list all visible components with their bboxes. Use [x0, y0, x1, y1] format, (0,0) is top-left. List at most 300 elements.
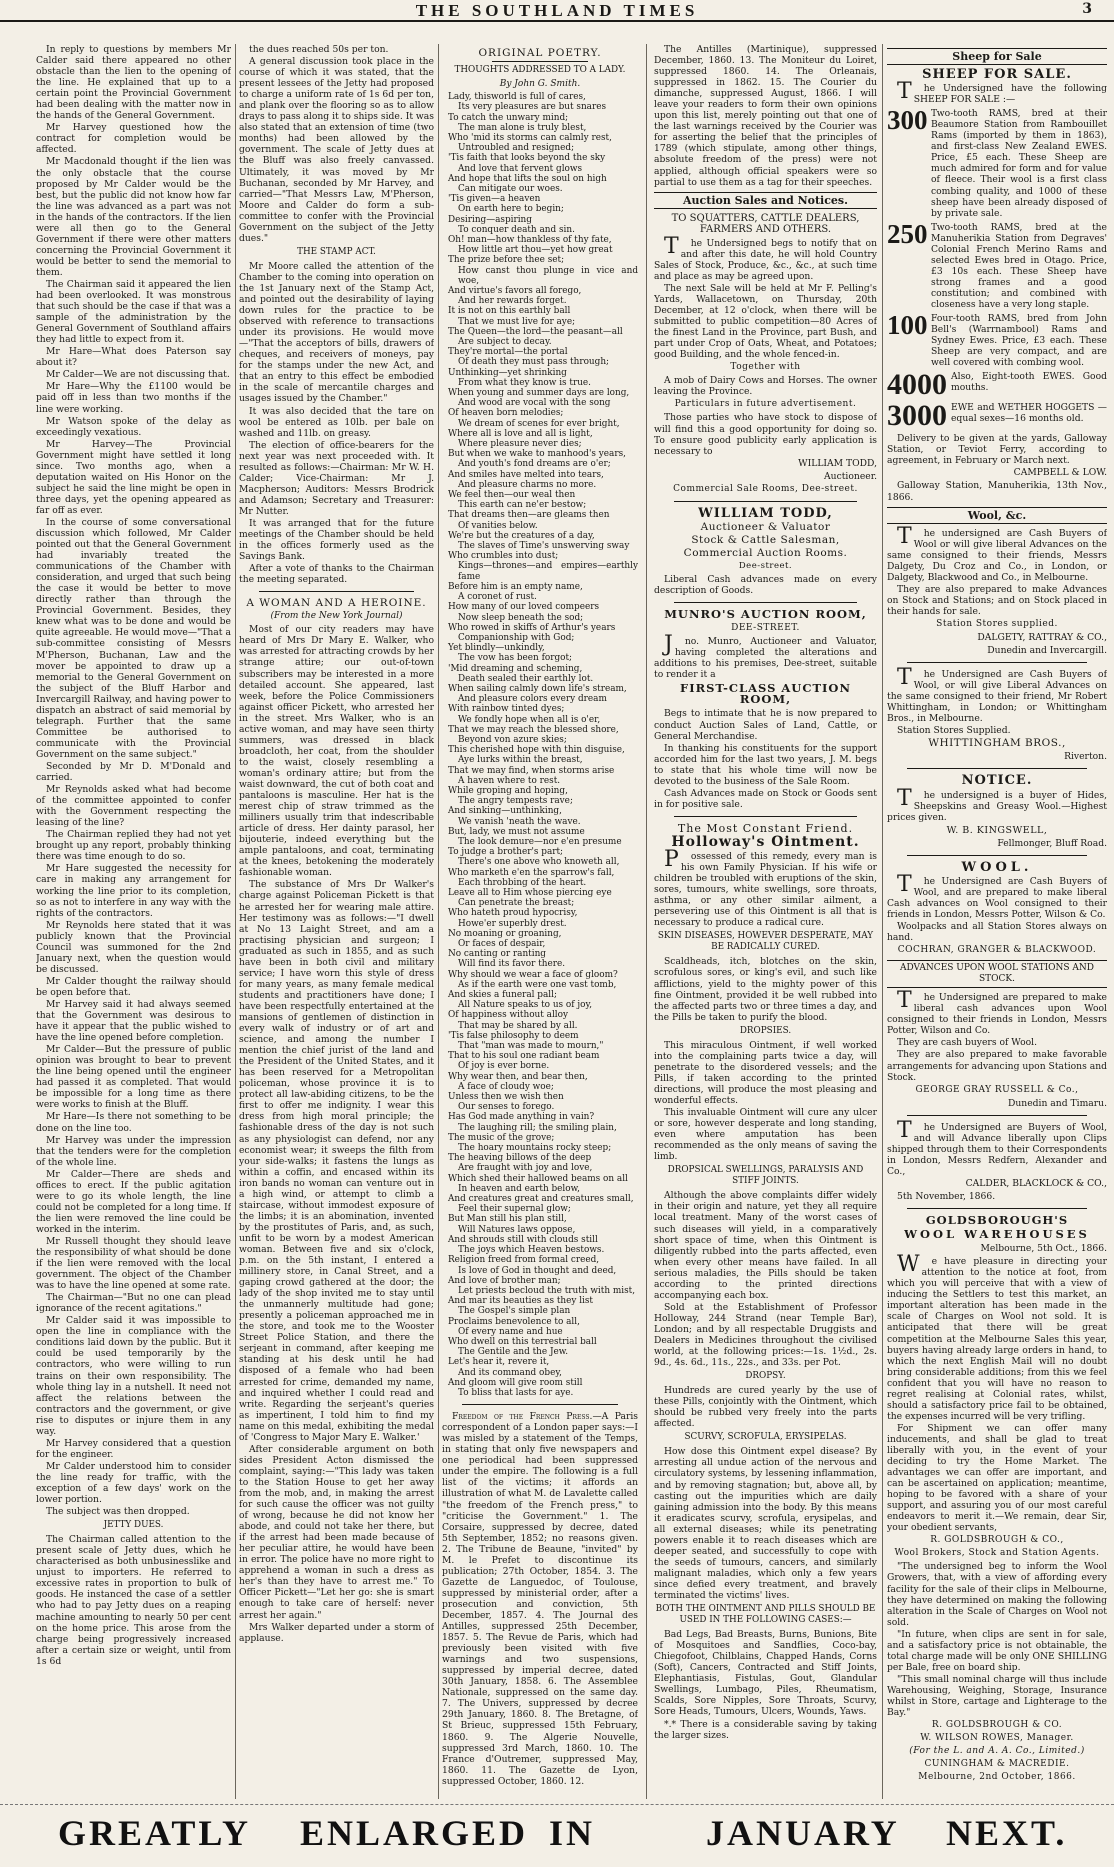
divider — [907, 1208, 1087, 1209]
footer-word: JANUARY — [706, 1813, 900, 1853]
poem-line: And skies a funeral pall; — [448, 990, 557, 1001]
poem-line: Lady, thisworld is full of cares, — [448, 92, 586, 103]
paragraph: Scaldheads, itch, blotches on the skin, scrofulous sores, or king's evil, and such like afflictions, yield to the mighty power of this fine Ointment, provided it be well rubbed into the affected parts two or three times a day, and the Pills be taken to purify the blood. — [654, 956, 877, 1023]
paragraph: Begs to intimate that he is now prepared to conduct Auction Sales of Land, Cattle, or General Merchandise. — [654, 708, 877, 742]
poem-line: This cherished hope with thin disguise, — [448, 745, 625, 756]
divider — [907, 855, 1087, 856]
article-source: (From the New York Journal) — [270, 611, 403, 622]
poem-line: Its very pleasures are but snares — [458, 102, 606, 113]
lot-quantity: 4000 — [887, 368, 947, 402]
paragraph: Bad Legs, Bad Breasts, Burns, Bunions, Bite of Mosquitoes and Sandflies, Coco-bay, Chiegofoot, Chilblains, Chapped Hands, Corns (Soft), Cancers, Contracted and Stiff Joints, Elephantiasis, Fistulas, Gout, Glandular Swellings, Lumbago, Piles, Rheumatism, Scalds, Sore Nipples, Sore Throats, Scurvy, Sore Heads, Tumours, Ulcers, Wounds, Yaws. — [654, 1629, 877, 1718]
paragraph: Mr Harvey considered that a question for the engineer. — [36, 1437, 231, 1460]
address: Fellmonger, Bluff Road. — [997, 837, 1107, 849]
poem-line: Or faces of despair, — [458, 939, 546, 949]
poem-line: 'Mid dreaming and scheming, — [448, 663, 583, 674]
signature: WILLIAM TODD, — [798, 457, 877, 469]
sheep-lot — [887, 105, 1107, 219]
poem-line: That we may find, when storms arise — [448, 765, 615, 776]
paragraph: Most of our city readers may have heard of Mrs Dr Mary E. Walker, who was arrested for attracting crowds by her strange attire; our out-of-town subscribers may be interested in a more detailed account. She appeared, last week, before the Police Commissioners against officer Pickett, who arrested her in the street. Mrs Walker, who is an active woman, and may have seen thirty summers, was dressed in black broadcloth, her coat, from the shoulder to the waist, closely resembling a woman's ordinary attire; but from the waist downward, the cut of both coat and pantaloons is masculine. Her hat is the merest chip of straw trimmed as the milliners usually trim that indescribable article of dress. Her dainty parasol, her bijouterie, indeed everything but the ample pantaloons, and coat, terminating at the knees, betokening the moderately fashionable woman. — [239, 624, 434, 879]
poem-line: That may be shared by all. — [458, 1020, 578, 1031]
paragraph: "In future, when clips are sent in for sale, and a satisfactory price is not obtainable, the total charge made will be only ONE SHILLING per Bale, free on board ship. — [887, 1628, 1107, 1673]
squatters-heading: TO SQUATTERS, CATTLE DEALERS, FARMERS AND OTHERS. — [671, 212, 860, 235]
poem-line: And creatures great and creatures small, — [448, 1194, 634, 1205]
advert-title: WOOL WAREHOUSES — [904, 1227, 1090, 1242]
poem-line: That to his soul one radiant beam — [448, 1051, 600, 1062]
divider — [907, 1115, 1087, 1116]
auction-sales-banner: Auction Sales and Notices. — [654, 192, 877, 209]
poem-line: The hoary mountains rocky steep; — [458, 1143, 612, 1154]
sheep-lot — [887, 399, 1107, 433]
poem-line: We're but the creatures of a day, — [448, 530, 595, 541]
paragraph: Mr Calder said it was impossible to open the line in compliance with the conditions laid down by the public. But it could be used temporarily by the contractors, who were willing to run trains on their own responsibility. The whole thing lay in a nutshell. It need not affect the relations between the contractors and the government, or give rise to disputes or injure them in any way. — [36, 1315, 231, 1437]
poem-line: Kings—thrones—and empires—earthly fame — [458, 561, 638, 582]
poem-line: The Gentile and the Jew. — [458, 1347, 569, 1358]
poem-line: Where all is love and all is light, — [448, 428, 593, 439]
signature-title: Wool Brokers, Stock and Station Agents. — [894, 1548, 1100, 1559]
poem-line: Unless then we wish then — [448, 1092, 564, 1103]
subhead: DROPSICAL SWELLINGS, PARALYSIS AND STIFF JOINTS. — [667, 1165, 864, 1187]
paragraph: Possessed of this remedy, every man is his own Family Physician. If his wife or children be troubled with eruptions of the skin, sores, tumours, white swellings, sore throats, asthma, or any other similar ailment, a persevering use of this Ointment is all that is necessary to produce a radical cure. — [654, 847, 877, 929]
subhead: DROPSY. — [745, 1371, 786, 1382]
paragraph: How dose this Ointment expel disease? By arresting all undue action of the nervous and circulatory systems, by lessening inflammation, and by removing stagnation; but, above all, by casting out the impurities which are daily gaining admission into the body. By this means it eradicates scurvy, scrofula, erysipelas, and all external diseases; while its penetrating powers enable it to reach diseases which are deeper seated, and successfully to cope with the seeds of tumours, cancers, and similarly malignant maladies, which only a few years since defied every treatment, and bravely terminated the victims' lives. — [654, 1446, 877, 1601]
paragraph: The undersigned is a buyer of Hides, Sheepskins and Greasy Wool.—Highest prices given. — [887, 785, 1107, 823]
poem-line: And love of brother man; — [448, 1275, 561, 1286]
divider — [462, 1404, 618, 1405]
paragraph: Mr Harvey was under the impression that the tenders were for the completion of the whole line. — [36, 1134, 231, 1168]
column-3 — [442, 44, 638, 1799]
poem-line: How little art thou—yet how great — [458, 245, 613, 256]
paragraph: Mr Hare—Is there not something to be done on the line too. — [36, 1111, 231, 1134]
poem-line: Can penetrate the breast; — [458, 898, 575, 909]
dateline: Melbourne, 5th Oct., 1866. — [980, 1243, 1107, 1255]
poem-line: Religion freed from formal creed, — [448, 1255, 600, 1266]
poem-line: The slaves of Time's unswerving sway — [458, 541, 630, 552]
signature: R. GOLDSBROUGH & CO., — [930, 1535, 1064, 1546]
paragraph: Mr Russell thought they should leave the responsibility of what should be done if the lien were removed with the local government. The object of the Chamber was to have the line opened at some rate. — [36, 1235, 231, 1292]
poem-line: And her rewards forget. — [458, 296, 567, 307]
poem-line: And virtue's favors all forego, — [448, 286, 582, 296]
poem-line: Yet blindly—unkindly, — [448, 643, 545, 654]
paragraph: The Chairman said it appeared the lien had been overlooked. It was monstrous that such should be the case if that was a sample of the administration by the General Government of Southland affairs they had little to expect from it. — [36, 278, 231, 346]
poem-line: How many of our loved compeers — [448, 602, 599, 613]
paragraph: "This small nominal charge will thus include Warehousing, Weighing, Storage, Insurance whilst in Store, cartage and Lighterage to the Bay." — [887, 1673, 1107, 1719]
paragraph: The undersigned are Cash Buyers of Wool or will give liberal Advances on the same consigned to their friends, Messrs Dalgety, Du Croz and Co., in London, or Dalgety, Blackwood and Co., in Melbourne. — [887, 523, 1107, 583]
signature: R. GOLDSBROUGH & CO. — [931, 1720, 1063, 1731]
press-heading: Freedom of the French Press. — [452, 1411, 593, 1423]
poem-line: That we may reach the blessed shore, — [448, 724, 619, 735]
poem-line: Who marketh e'en the sparrow's fall, — [448, 867, 615, 878]
paragraph: The Antilles (Martinique), suppressed December, 1860. 13. The Moniteur du Loiret, suppressed 1860. 14. The Orleanais, suppressed in 1862. 15. The Courier du dimanche, suppressed August, 1866. I will leave your readers to form their own opinions upon this list, merely pointing out that one of the last warnings received by the Courier was for asserting the belief that the principles of 1789 (which stipulate, among other things, absolute freedom of the press) were not applied, although official speakers were so partial to use them as a tag for their speeches. — [654, 44, 877, 188]
paragraph: Together with — [730, 362, 801, 373]
column-rule — [646, 44, 647, 1799]
paragraph: The Chairman replied they had not yet brought up any report, probably thinking there was time enough to do so. — [36, 829, 231, 863]
divider — [674, 501, 857, 502]
column-5 — [887, 44, 1107, 1799]
poem-line: And youth's fond dreams are o'er; — [458, 459, 611, 470]
column-1 — [36, 44, 231, 1799]
poem-line: Of every name and hue — [458, 1326, 563, 1337]
paragraph: Hundreds are cured yearly by the use of these Pills, conjointly with the Ointment, which should be rubbed very freely into the parts affected. — [654, 1385, 877, 1430]
lot-quantity: 300 — [887, 105, 928, 136]
divider — [259, 591, 414, 592]
poem-line: Now sleep beneath the sod; — [458, 612, 584, 623]
paragraph: Those parties who have stock to dispose of will find this a good opportunity for doing so. To ensure good publicity early application is necessary to — [654, 412, 877, 457]
signature: CUNINGHAM & MACREDIE. — [924, 1759, 1070, 1770]
paragraph: The next Sale will be held at Mr F. Pelling's Yards, Wallacetown, on Thursday, 20th December, at 12 o'clock, when there will be submitted to public competition—80 Acres of the finest Land in the Province, part Bush, and part under Crop of Oats, Wheat, and Potatoes; good Building, and the whole fenced-in. — [654, 282, 877, 361]
paragraph: After considerable argument on both sides President Acton dismissed the complaint, saying:—"This lady was taken to the Station House to get her away from the mob, and, in making the arrest for such cause the officer was not guilty of wrong, because he did not know her abode, and could not take her there, but if the arrest had been made because of her peculiar attire, he would have been in error. The police have no more right to apprehend a woman in such a dress as her's than they have to arrest me." To Officer Pickett—"Let her go: she is smart enough to take care of herself: never arrest her again." — [239, 1443, 434, 1621]
paragraph: The Undersigned are Cash Buyers of Wool, or will give Liberal Advances on the same consigned to their friend, Mr Robert Whittingham, in London; or Whittingham Bros., in Melbourne. — [887, 665, 1107, 725]
sheep-banner: Sheep for Sale — [887, 48, 1107, 65]
poem-line: And shrouds still with clouds still — [448, 1234, 598, 1245]
poem-line: Of joy is ever borne. — [458, 1061, 550, 1072]
paragraph: Delivery to be given at the yards, Galloway Station, or Teviot Ferry, according to agreement, in February or March next. — [887, 433, 1107, 467]
lot-text: Also, Eight-tooth EWES. Good mouths. — [951, 371, 1107, 394]
paragraph: 5th November, 1866. — [897, 1190, 996, 1202]
masthead-title: THE SOUTHLAND TIMES — [415, 1, 699, 20]
paragraph: A general discussion took place in the course of which it was stated, that the present lessees of the Jetty had proposed to charge a uniform rate of 1s 6d per ton, and plank over the flooring so as to allow drays to pass along it to ships side. It was also stated that an extension of time (two months) had been allowed by the government. The scale of Jetty dues at the Bluff was also freely canvassed. Ultimately, it was moved by Mr Buchanan, seconded by Mr Harvey, and carried—"That Messrs Law, M'Pherson, Moore and Calder do form a sub-committee to confer with the Provincial Government on the subject of the Jetty dues." — [239, 56, 434, 244]
address: Dee-street. — [738, 560, 793, 571]
poem-line: Will find its favor there. — [458, 959, 566, 970]
divider — [674, 602, 857, 603]
address: Dunedin and Invercargill. — [987, 645, 1107, 657]
stamp-act-heading: THE STAMP ACT. — [297, 246, 376, 257]
paragraph: Mr Harvey—The Provincial Government might have settled it long since. Two months ago, when a deputation waited on His Honor on the subject he said the line might be open in three days, yet the opening appeared as far off as ever. — [36, 438, 231, 516]
paragraph: Mr Calder—We are not discussing that. — [46, 369, 230, 381]
paragraph: Mr Calder—There are sheds and offices to erect. If the public agitation were to go its whole length, the line could not be completed for a long time. If the lien were removed the line could be worked in the interim. — [36, 1168, 231, 1235]
signature: W. WILSON ROWES, Manager. — [920, 1733, 1074, 1744]
paragraph: Mr Calder understood him to consider the line ready for traffic, with the exception of a few days' work on the lower portion. — [36, 1460, 231, 1506]
poem-line: The vow has been forgot; — [458, 653, 573, 664]
footer-rule — [0, 1804, 1114, 1805]
poem-line: There's one above who knoweth all, — [458, 857, 620, 868]
poem-line: Our senses to forego. — [458, 1102, 555, 1113]
paragraph: The Undersigned have the following SHEEP FOR SALE :— — [897, 79, 1107, 106]
page-number: 3 — [1082, 1, 1092, 17]
paragraph: A mob of Dairy Cows and Horses. The owner leaving the Province. — [654, 375, 877, 398]
poem-line: That we must live for aye; — [458, 316, 576, 327]
paragraph: Mr Calder thought the railway should be open before that. — [36, 975, 231, 998]
paragraph — [442, 1411, 638, 1787]
poem-line: A face of cloudy woe; — [458, 1081, 554, 1092]
poem-line: Leave all to Him whose piercing eye — [448, 887, 612, 898]
poem-line: Of death they must pass through; — [458, 357, 610, 368]
poem-line: Are fraught with joy and love, — [458, 1163, 593, 1174]
poem-author: By John G. Smith. — [499, 79, 581, 90]
column-rule — [438, 44, 439, 1799]
poem-line: Each throbbing of the heart. — [458, 877, 587, 888]
poem-line: When sailing calmly down life's stream, — [448, 683, 627, 694]
footer-banner — [0, 1812, 1114, 1862]
paragraph: The subject was then dropped. — [46, 1506, 190, 1518]
poem-line: Aye lurks within the breast, — [458, 755, 583, 766]
poem-line: As if the earth were one vast tomb, — [458, 979, 617, 990]
poem-line: The laughing rill; the smiling plain, — [458, 1122, 617, 1133]
advert-line: Commercial Auction Rooms. — [683, 546, 848, 559]
paragraph: Sold at the Establishment of Professor Holloway, 244 Strand (near Temple Bar), London; and by all respectable Druggists and Dealers in Medicines throughout the civilised world, at the following prices:—1s. 1½d., 2s. 9d., 4s. 6d., 11s., 22s., and 33s. per Pot. — [654, 1301, 877, 1369]
poem-line: And its command obey, — [458, 1367, 562, 1378]
poem-line: Let priests becloud the truth with mist, — [458, 1285, 636, 1296]
paragraph: *.* There is a considerable saving by taking the larger sizes. — [654, 1718, 877, 1741]
poem-line: And mar its beauties as they list — [448, 1296, 593, 1307]
poem-line: Of happiness without alloy — [448, 1010, 568, 1021]
subhead: SCURVY, SCROFULA, ERYSIPELAS. — [684, 1432, 847, 1443]
paragraph: The substance of Mrs Dr Walker's charge against Policeman Pickett is that he arrested her for wearing male attire. Her testimony was as follows:—"I dwell at No 13 Laight Street, and am a practising physician and surgeon; I graduated as such in 1855, and as such have been in both civil and military service; I have worn this style of dress for many years, as many female medical students and practitioners have done; I have been respectfully entertained at the mansions of gentlemen of distinction in every walk of industry or of art and science, and among the number I mention the chief jurist of the land and the President of the United States, and it has been reserved for a Metropolitan policeman, whose province it is to protect all law-abiding citizens, to be the first to offer me indignity. I wear this dress from high moral principle; the fashionable dress of the day is not such as any physiologist can defend, nor any economist wear; it sweeps the filth from your side-walks; it fastens the lungs as within a coffin, and encased within its iron bands no woman can venture out in a high wind, or attempt to climb a staircase, without immodest exposure of the limbs; it is an abomination, invented by the prostitutes of Paris, and, as such, unfit to be worn by a modest American woman. Between five and six o'clock, p.m. on the 5th instant, I entered a millinery store, in Canal Street, and a gaping crowd gathered at the door; the lady of the shop invited me to stay until the unmannerly multitude had gone; presently a policeman approached me in the store, and took me to the Wooster Street Police Station, and there the serjeant in command, after keeping me standing at his desk until he had disposed of a female who had been arrested for crime, demanded my name, and inquired whether I could read and write. Regarding the serjeant's queries as impertinent, I told him to find my name on this medal, exhibiting the medal of 'Congress to Major Mary E. Walker.' — [239, 879, 434, 1443]
footer-word: GREATLY — [58, 1813, 252, 1853]
paragraph: The Chairman called attention to the present scale of Jetty dues, which he characterised as both unbusinesslike and unjust to importers. He referred to excessive rates in proportion to bulk of goods. He instanced the case of a settler who had to pay Jetty dues on a reaping machine amounting to nearly 50 per cent on the home price. This arose from the charge being progressively increased after a certain size or weight, until from 1s 6d — [36, 1534, 231, 1667]
poem-line: The man alone is truly blest, — [458, 122, 587, 133]
advert-line: Stock & Cattle Salesman, — [691, 533, 840, 546]
poem-line: And pleasure colors every dream — [458, 694, 607, 705]
poem-line: Has God made anything in vain? — [448, 1112, 595, 1123]
paragraph: The Undersigned are prepared to make liberal cash advances upon Wool consigned to their friends in London, Messrs Potter, Wilson and Co. — [887, 988, 1107, 1037]
paragraph: The Chairman—"But no one can plead ignorance of the recent agitations." — [36, 1292, 231, 1315]
paragraph: Mr Moore called the attention of the Chamber to the coming into operation on the 1st January next of the Stamp Act, and pointed out the desirability of laying down rules for the practice to be observed with reference to transactions under its provisions. He would move—"That the acceptors of bills, drawers of cheques, and receivers of moneys, pay for the stamps under the new Act, and that an entry to this effect be embodied in the scale of mercantile charges and usages issued by the Chamber." — [239, 260, 434, 405]
poem-line: To bliss that lasts for aye. — [458, 1387, 574, 1398]
advert-highlight: FIRST-CLASS AUCTION ROOM, — [680, 681, 851, 707]
paragraph: Although the above complaints differ widely in their origin and nature, yet they all require local treatment. Many of the worst cases of such diseases will yield, in a comparatively short space of time, when this Ointment is diligently rubbed into the parts affected, even when every other means have failed. In all serious maladies, the Pills should be taken according to the printed directions accompanying each box. — [654, 1190, 877, 1301]
lot-quantity: 100 — [887, 310, 928, 341]
article-heading: A WOMAN AND A HEROINE. — [246, 597, 427, 610]
poem-line: And smiles have melted into tears, — [448, 469, 604, 480]
paragraph: We have pleasure in directing your attention to the notice at foot, from which you will perceive that with a view of inducing the Settlers to test this market, an important alteration has been made in the scale of Charges on Wool not sold. It is anticipated that there will be great competition at the Melbourne Sales this year, buyers having already large orders in hand, to which the next English Mail will no doubt bring considerable additions; from this we feel confident that you will have no reason to regret realising at Colonial rates, whilst, should a satisfactory price fail to be obtained, the expenses incurred will be very trifling. — [887, 1252, 1107, 1422]
poem-line: It is not on this earthly ball — [448, 306, 571, 317]
poem-line: We fondly hope when all is o'er, — [458, 714, 601, 725]
paragraph: Mr Calder—But the pressure of public opinion was brought to bear to prevent the line being opened until the engineer had passed it as completed. That would be impossible for a long time as there were works to finish at the Bluff. — [36, 1044, 231, 1111]
poem-line: That dreams then—are gleams then — [448, 510, 610, 521]
poem-line: Let's hear it, revere it, — [448, 1357, 550, 1368]
poem-line: The look demure—nor e'en presume — [458, 836, 622, 847]
address: DEE-STREET. — [731, 623, 800, 634]
lot-text: Four-tooth RAMS, bred from John Bell's (Warrnambool) Rams and Sydney Ewes. Price, £3 each. These Sheep are very compact, and are well covered with combing wool. — [931, 313, 1107, 369]
poem-line: 'Tis false philosophy to deem — [448, 1030, 579, 1041]
column-2 — [239, 44, 434, 1799]
advert-title: WOOL. — [961, 859, 1033, 875]
advert-title: NOTICE. — [961, 773, 1033, 789]
paragraph: This invaluable Ointment will cure any ulcer or sore, however desperate and long standing, even where amputation has been recommended as the only means of saving the limb. — [654, 1107, 877, 1163]
advert-title: MUNRO'S AUCTION ROOM, — [664, 607, 867, 622]
sheep-lot — [887, 218, 1107, 310]
paragraph: In thanking his constituents for the support accorded him for the last two years, J. M. begs to state that his whole time will now be devoted to the business of the Sale Room. — [654, 742, 877, 787]
address: Commercial Sale Rooms, Dee-street. — [673, 483, 858, 494]
paragraph: Mr Macdonald thought if the lien was the only obstacle that the course proposed by Mr Calder would be the best, but the public did not know how far the line was advanced as a part was not in the hands of the contractors. If the lien were all then go to the General Government if there were other matters concerning the Provincial Government it would be better to send the memorial to them. — [36, 156, 231, 278]
poem-title: THOUGHTS ADDRESSED TO A LADY. — [454, 65, 626, 76]
paragraph: They are also prepared to make Advances on Stock and Stations; and on Stock placed in their hands for sale. — [887, 583, 1107, 617]
poem-line: Proclaims benevolence to all, — [448, 1316, 580, 1327]
paragraph: Station Stores Supplied. — [897, 725, 1011, 737]
poem-line: How canst thou plunge in vice and woe, — [458, 265, 638, 286]
poem-line: Can mitigate our woes. — [458, 183, 563, 194]
poetry-heading: ORIGINAL POETRY. — [478, 47, 602, 59]
lot-quantity: 250 — [887, 218, 928, 249]
paragraph: Cash Advances made on Stock or Goods sent in for positive sale. — [654, 787, 877, 810]
lot-quantity: 3000 — [887, 399, 947, 433]
column-rule — [235, 44, 236, 1799]
poem-line: Which shed their hallowed beams on all — [448, 1173, 628, 1184]
signature: W. B. KINGSWELL, — [946, 824, 1048, 836]
paragraph: Mr Hare—Why the £1100 would be paid off in less than two months if the line were working. — [36, 381, 231, 415]
paragraph: The Undersigned are Cash Buyers of Wool, and are prepared to make liberal Cash advances on Wool consigned to their friends in London, Messrs Potter, Wilson & Co. — [887, 871, 1107, 920]
poem-line: And love that fervent glows — [458, 163, 583, 174]
poem-line: No canting or ranting — [448, 949, 546, 960]
footer-word: NEXT. — [946, 1813, 1068, 1853]
poem-line: Are subject to decay. — [458, 337, 552, 348]
column-4 — [654, 44, 877, 1799]
poem-line: The music of the grove; — [448, 1132, 555, 1143]
poem-line: And hope that lifts the soul on high — [448, 173, 607, 184]
address: Riverton. — [1064, 751, 1107, 763]
signature: WHITTINGHAM BROS., — [928, 737, 1066, 750]
paragraph: Mr Reynolds here stated that it was publicly known that the Provincial Council was summoned for the 2nd January next, when the question would be discussed. — [36, 919, 231, 975]
paragraph: For Shipment we can offer many inducements, and shall be glad to treat liberally with you, in the event of your deciding to try the Home Market. The advantages we can offer are important, and can be ascertained on application; meantime, hoping to be favored with a share of your support, and assuring you of our most careful endeavors to merit it.—We remain, dear Sir, your obedient servants, — [887, 1422, 1107, 1534]
advert-kicker: The Most Constant Friend. — [677, 821, 854, 835]
lot-text: Two-tooth RAMS, bred at the Manuherikia Station from Degraves' Colonial French Merino Rams and selected Ewes bred in Otago. Price, £3 10s each. These Sheep have strong frames and a good constitution; and combined with closeness have a very long staple. — [931, 221, 1107, 310]
jetty-dues-heading: JETTY DUES. — [103, 1520, 164, 1531]
advances-banner: ADVANCES UPON WOOL STATIONS AND STOCK. — [887, 960, 1107, 988]
subhead: BOTH THE OINTMENT AND PILLS SHOULD BE USED IN THE FOLLOWING CASES:— — [655, 1604, 876, 1626]
advert-title: Holloway's Ointment. — [671, 833, 860, 850]
poem-line: Of heaven born melodies; — [448, 408, 564, 419]
paragraph: This miraculous Ointment, if well worked into the complaining parts twice a day, will penetrate to the disordered vessels; and the Pills, if taken according to the printed directions, will produce the most pleasing and wonderful effects. — [654, 1039, 877, 1106]
divider — [907, 768, 1087, 769]
poem-line: Will Natures laws oppose, — [458, 1224, 576, 1235]
poem-line: The Queen—the lord—the peasant—all — [448, 326, 623, 337]
paragraph: Mr Watson spoke of the delay as exceedingly vexatious. — [36, 415, 231, 438]
poem-line: When young and summer days are long, — [448, 388, 630, 399]
poem-line: They're mortal—the portal — [448, 347, 568, 358]
poem-line: Untroubled and resigned; — [458, 143, 575, 154]
poem-line: A haven where to rest. — [458, 775, 561, 786]
paragraph: Seconded by Mr D. M'Donald and carried. — [36, 761, 231, 784]
lot-text: Two-tooth RAMS, bred at their Beaumore Station from Rambouillet Rams (imported by them in 1863), and first-class New Zealand EWES. Price, £5 each. These Sheep are much admired for form and for value of fleece. Their wool is a first class combing quality, and 1000 of these sheep have been already disposed of by private sale. — [931, 108, 1107, 219]
address: Dunedin and Timaru. — [1008, 1097, 1107, 1109]
paragraph: Mr Harvey said it had always seemed that the Government was desirous to have it appear that the public wished to have the line opened before completion. — [36, 998, 231, 1044]
paragraph: In the course of some conversational discussion which followed, Mr Calder pointed out that the General Government had invariably treated the communications of the Chamber with consideration, and urged that such being the case it would be better to move directly rather than through the Provincial Government. Besides, they knew what was to be done and would be quite agreeable. He would move—"That a sub-committee consisting of Messrs M'Pherson, Buchanan, Law and the mover be appointed to draw up a memorial to the General Government on the subject of the Bluff Harbor and Invercargill Railway, and having power to dispatch an abstract of said memorial by telegraph. Further that the same Committee be authorised to communicate with the Provincial Government on the same subject." — [36, 516, 231, 760]
poem-line: But Man still his plan still, — [448, 1214, 567, 1225]
paragraph: It was arranged that for the future meetings of the Chamber should be held in the offices formerly used as the Savings Bank. — [239, 517, 434, 563]
paragraph: The Undersigned begs to notify that on and after this date, he will hold Country Sales of Stock, Produce, &c., &c., at such time and place as may be agreed upon. — [654, 233, 877, 282]
poem-line: That "man was made to mourn," — [458, 1041, 604, 1052]
paragraph: The election of office-bearers for the next year was next proceeded with. It resulted as follows:—Chairman: Mr W. H. Calder; Vice-Chairman: Mr J. Macpherson; Auditors: Messrs Brodrick and Adamson; Secretary and Treasurer: Mr Nutter. — [239, 439, 434, 517]
poem-line: This earth can ne'er bestow; — [458, 500, 587, 511]
poem-line: The joys which Heaven bestows. — [458, 1245, 605, 1256]
poem-line: Is love of God in thought and deed, — [458, 1265, 617, 1276]
paragraph: After a vote of thanks to the Chairman the meeting separated. — [239, 563, 434, 586]
poem-line: While groping and hoping, — [448, 785, 568, 796]
paragraph: Mr Reynolds asked what had become of the committee appointed to confer with the Government respecting the leasing of the line? — [36, 784, 231, 829]
poem-body — [448, 92, 638, 1398]
paragraph: Particulars in future advertisement. — [674, 399, 857, 410]
poem-line: A coronet of rust. — [458, 592, 537, 603]
poem-line: On earth here to begin; — [458, 204, 564, 215]
poem-line: Who 'mid its storms can calmly rest, — [448, 132, 612, 143]
poem-line: Of vanities below. — [458, 520, 538, 531]
poem-line: To catch the unwary mind; — [448, 112, 569, 123]
poem-line: And gloom will give room still — [448, 1377, 583, 1388]
dateline: Melbourne, 2nd October, 1866. — [918, 1772, 1076, 1783]
wool-banner: Wool, &c. — [887, 507, 1107, 524]
paragraph: Mrs Walker departed under a storm of applause. — [239, 1621, 434, 1644]
poem-line: Howe'er superbly drest. — [458, 918, 567, 929]
poem-line: But, lady, we must not assume — [448, 826, 585, 837]
poem-line: Where pleasure never dies; — [458, 439, 582, 450]
poem-line: 'Tis faith that looks beyond the sky — [448, 153, 606, 164]
poem-line: Unthinking—yet shrinking — [448, 367, 567, 378]
paragraph: The Undersigned are Buyers of Wool, and will Advance liberally upon Clips shipped through them to their Correspondents in London, Messrs Redfern, Alexander and Co., — [887, 1117, 1107, 1177]
paragraph: Galloway Station, Manuherikia, 13th Nov., 1866. — [887, 480, 1107, 503]
paragraph: They are cash buyers of Wool. — [897, 1037, 1038, 1049]
divider — [674, 816, 857, 817]
poem-line: To conquer death and sin. — [458, 224, 575, 235]
poem-line: Feel their supernal glow; — [458, 1204, 571, 1215]
paragraph: It was also decided that the tare on wool be entered as 10lb. per bale on washed and 11lb. on greasy. — [239, 405, 434, 439]
poem-line: The angry tempests rave; — [458, 796, 573, 807]
advert-title: SHEEP FOR SALE. — [922, 67, 1072, 83]
signature: GEORGE GRAY RUSSELL & Co., — [915, 1084, 1079, 1095]
paragraph: Mr Hare suggested the necessity for care in making any arrangement for working the line prior to its completion, so as not to interfere in any way with the rights of the contractors. — [36, 863, 231, 919]
poem-line: 'Tis given—a heaven — [448, 194, 541, 205]
poem-line: The prize before thee set; — [448, 255, 565, 266]
advert-title: GOLDSBOROUGH'S — [925, 1213, 1069, 1228]
poem-line: And wood are vocal with the song — [458, 398, 611, 409]
masthead — [0, 0, 1114, 22]
poem-line: Who dwell on this terrestrial ball — [448, 1336, 597, 1347]
paragraph: Mr Harvey questioned how the contract for completion would be affected. — [36, 122, 231, 156]
poem-line: To judge a brother's part; — [448, 847, 564, 858]
poem-line: Who hateth proud hypocrisy, — [448, 908, 578, 919]
poem-line: Before him is an empty name, — [448, 581, 583, 592]
poem-line: With rainbow tinted dyes; — [448, 704, 565, 715]
paragraph: They are also prepared to make favorable arrangements for advancing upon Stations and Stock. — [887, 1049, 1107, 1083]
poem-line: No moaning or groaning, — [448, 928, 562, 939]
column-rule — [882, 44, 883, 1799]
divider — [907, 662, 1087, 663]
poem-line: Desiring—aspiring — [448, 214, 532, 225]
paragraph: Jno. Munro, Auctioneer and Valuator, having completed the alterations and additions to his premises, Dee-street, suitable to render it a — [654, 632, 877, 681]
paragraph: "The undersigned beg to inform the Wool Growers, that, with a view of affording every facility for the sale of their clips in Melbourne, they have determined on making the following alteration in the Scale of Charges on Wool not sold. — [887, 1561, 1107, 1628]
footer-word: IN — [549, 1813, 596, 1853]
advert-title: WILLIAM TODD, — [698, 505, 833, 521]
poem-line: We dream of scenes for ever bright, — [458, 418, 620, 429]
lot-text: EWE and WETHER HOGGETS —equal sexes—16 months old. — [951, 402, 1107, 425]
poem-line: And pleasure charms no more. — [458, 479, 597, 490]
signature: (For the L. and A. A. Co., Limited.) — [909, 1746, 1085, 1757]
paragraph: In reply to questions by members Mr Calder said there appeared no other obstacle than the lien to the opening of the line. He explained that up to a certain point the Provincial Government had been dealing with the matter now in the hands of the General Government. — [36, 44, 231, 122]
poem-line: Who rowed in skiffs of Arthur's years — [448, 622, 616, 633]
poem-line: Why should we wear a face of gloom? — [448, 969, 618, 980]
paragraph: Station Stores supplied. — [936, 618, 1058, 629]
paragraph: Liberal Cash advances made on every description of Goods. — [654, 574, 877, 597]
poem-line: But when we wake to manhood's years, — [448, 449, 626, 460]
poem-line: Oh! man—how thankless of thy fate, — [448, 234, 612, 245]
poem-line: The heaving billows of the deep — [448, 1153, 592, 1164]
poem-line: Beyond von azure skies; — [458, 734, 567, 745]
sheep-lot — [887, 368, 1107, 402]
press-text: —A Paris correspondent of a London paper says:—I was misled by a statement of the Temps, in stating that only five newspapers and one periodical had been suppressed under the empire. The following is a full list of the victims; it affords an illustration of what M. de Lavalette called "the freedom of the French press," to "criticise the Government." 1. The Corsaire, suppressed by decree, dated 5th September, 1852; no reasons given. 2. The Tribune de Beaune, "invited" by M. le Prefet to discontinue its publication; 27th October, 1854. 3. The Gazette de Languedoc, of Toulouse, suppressed by ministerial order, after a prosecution and conviction, 5th December, 1857. 4. The Journal des Antilles, suppressed 25th December, 1857. 5. The Revue de Paris, which had previously been visited with five warnings and two suspensions, suppressed by imperial decree, dated 30th January, 1858. 6. The Assemblee Nationale, suppressed on the same day. 7. The Univers, suppressed by decree 29th January, 1860. 8. The Bretagne, of St Brieuc, suppressed 15th February, 1860. 9. The Algerie Nouvelle, suppressed 3rd March, 1860. 10. The France d'Outremer, suppressed May, 1860. 11. The Gazette de Lyon, suppressed October, 1860. 12. — [442, 1411, 638, 1787]
poem-line: Companionship with God; — [458, 632, 575, 643]
paragraph: Mr Hare—What does Paterson say about it? — [36, 346, 231, 369]
poem-line: Who crumbles into dust; — [448, 551, 559, 562]
signature: CALDER, BLACKLOCK & CO., — [965, 1177, 1107, 1189]
signature-title: Auctioneer. — [824, 470, 877, 482]
poem-line: From what they know is true. — [458, 377, 592, 388]
poem-line: We vanish 'neath the wave. — [458, 816, 581, 827]
poem-line: Death sealed their earthly lot. — [458, 673, 594, 684]
sheep-lot — [887, 310, 1107, 369]
poem-line: All Nature speaks to us of joy, — [458, 1000, 593, 1011]
signature: COCHRAN, GRANGER & BLACKWOOD. — [897, 945, 1097, 956]
subhead: SKIN DISEASES, HOWEVER DESPERATE, MAY BE RADICALLY CURED. — [657, 931, 874, 953]
footer-word: ENLARGED — [300, 1813, 529, 1853]
